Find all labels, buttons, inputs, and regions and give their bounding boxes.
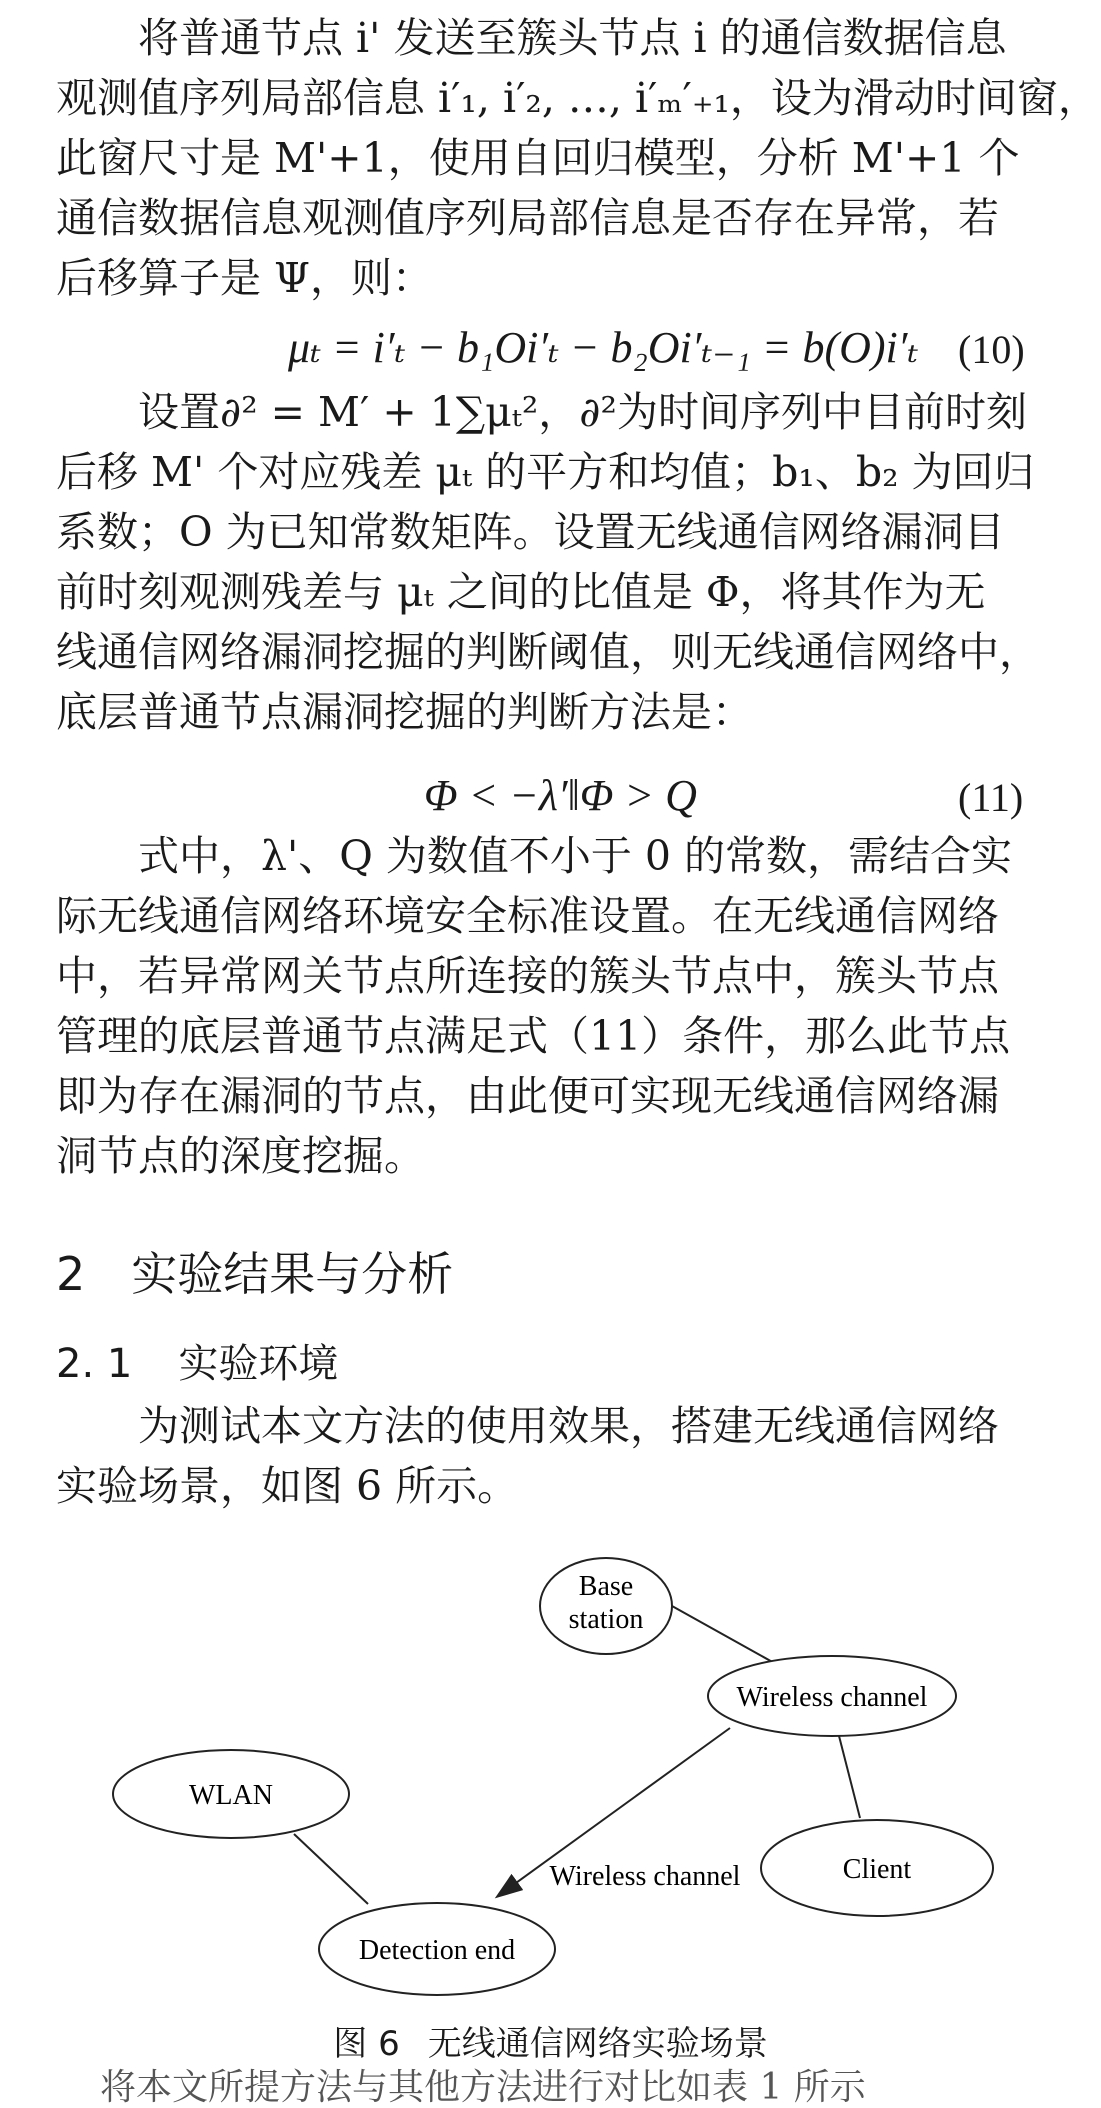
text-line: 底层普通节点漏洞挖掘的判断方法是： xyxy=(56,688,753,736)
text-line: 实验场景，如图 6 所示。 xyxy=(56,1462,519,1510)
subsection-number: 2. 1 xyxy=(56,1341,133,1387)
text-line: 后移 M' 个对应残差 μₜ 的平方和均值；b₁、b₂ 为回归 xyxy=(56,448,1035,496)
cutoff-text-line: 将本文所提方法与其他方法进行对比如表 1 所示 xyxy=(100,2067,866,2108)
node-client-label: Client xyxy=(842,1854,912,1885)
node-wireless-channel-label: Wireless channel xyxy=(736,1682,928,1713)
text-line: 际无线通信网络环境安全标准设置。在无线通信网络 xyxy=(56,892,999,940)
text-line: 为测试本文方法的使用效果，搭建无线通信网络 xyxy=(138,1402,999,1450)
paragraph-4 xyxy=(56,1396,1066,1516)
text-line: 将普通节点 i' 发送至簇头节点 i 的通信数据信息 xyxy=(138,14,1007,62)
text-line: 观测值序列局部信息 i′₁, i′₂, …, i′ₘ′₊₁，设为滑动时间窗， xyxy=(56,74,1099,122)
text-line: 系数；O 为已知常数矩阵。设置无线通信网络漏洞目 xyxy=(56,508,1005,556)
text-line: 通信数据信息观测值序列局部信息是否存在异常，若 xyxy=(56,194,999,242)
equation-10: μₜ = i′ₜ − b₁Oi′ₜ − b₂Oi′ₜ₋₁ = b(O)i′ₜ xyxy=(288,323,919,372)
equation-number-11: (11) xyxy=(958,775,1024,820)
figure-caption xyxy=(0,2016,1101,2065)
text-line: 管理的底层普通节点满足式（11）条件，那么此节点 xyxy=(56,1012,1011,1060)
edge-base-wireless xyxy=(672,1606,776,1664)
paragraph-1 xyxy=(56,8,1099,308)
section-number: 2 xyxy=(56,1247,86,1301)
subsection-heading xyxy=(56,1332,338,1389)
figure-title: 无线通信网络实验场景 xyxy=(427,2024,768,2064)
node-detection-end-label: Detection end xyxy=(358,1935,516,1966)
network-diagram xyxy=(100,1540,1000,2010)
equation-number-10: (10) xyxy=(958,327,1025,372)
text-line: 设置∂² = M′ + 1∑μₜ²，∂²为时间序列中目前时刻 xyxy=(138,388,1027,436)
section-title: 实验结果与分析 xyxy=(131,1247,454,1301)
figure-number: 图 6 xyxy=(333,2024,400,2064)
text-line: 后移算子是 Ψ，则： xyxy=(56,254,433,302)
text-line: 即为存在漏洞的节点，由此便可实现无线通信网络漏 xyxy=(56,1072,999,1120)
node-base-station-label-2: station xyxy=(568,1604,644,1635)
figure-6-diagram xyxy=(100,1540,1000,2010)
text-line: 式中，λ'、Q 为数值不小于 0 的常数，需结合实 xyxy=(138,832,1013,880)
node-wlan-label: WLAN xyxy=(189,1780,273,1811)
edge-wlan-detection xyxy=(294,1834,368,1904)
node-base-station-label-1: Base xyxy=(578,1571,634,1602)
section-heading xyxy=(56,1238,453,1304)
text-line: 此窗尺寸是 M'+1，使用自回归模型，分析 M'+1 个 xyxy=(56,134,1020,182)
text-line: 线通信网络漏洞挖掘的判断阈值，则无线通信网络中， xyxy=(56,628,1040,676)
text-line: 前时刻观测残差与 μₜ 之间的比值是 Φ，将其作为无 xyxy=(56,568,986,616)
text-line: 中，若异常网关节点所连接的簇头节点中，簇头节点 xyxy=(56,952,999,1000)
paragraph-3 xyxy=(56,826,1066,1186)
text-line: 洞节点的深度挖掘。 xyxy=(56,1132,425,1180)
subsection-title: 实验环境 xyxy=(178,1341,339,1387)
edge-wireless-client xyxy=(838,1732,860,1818)
paragraph-2 xyxy=(56,382,1066,742)
edge-label-wireless-channel: Wireless channel xyxy=(549,1861,741,1892)
equation-11: Φ < −λ′‖Φ > Q xyxy=(424,771,697,820)
